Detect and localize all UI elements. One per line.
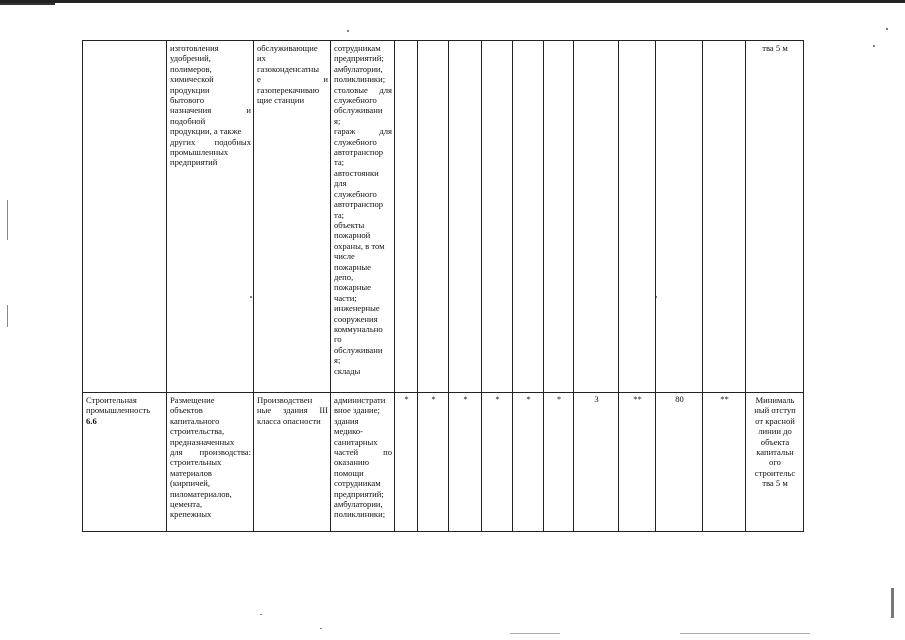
scan-bottom-noise: [510, 633, 560, 634]
row1-param-cell: [544, 41, 574, 393]
scan-top-border-fragment: [0, 3, 55, 5]
scan-bottom-noise: [680, 633, 810, 634]
row1-param-cell: [619, 41, 656, 393]
row2-description-cell: Размещение объектов капитального строительства, предназначенных для производства: строительных материалов (кирпичей, пиломатериалов, цемента, крепежных: [167, 393, 254, 532]
scan-speck: [347, 30, 349, 32]
row1-param-cell: [574, 41, 619, 393]
row2-param-value: *: [418, 393, 449, 532]
row2-main-use-cell: Производствен ные здания III класса опасности: [254, 393, 331, 532]
row1-param-cell: [395, 41, 418, 393]
row2-param-value: 3: [574, 393, 619, 532]
row2-param-value: *: [395, 393, 418, 532]
scan-edge-noise: [891, 588, 894, 618]
row2-auxiliary-use-cell: администрати вное здание; здания медико- санитарных частей по оказанию помощи сотрудникам предприятий; амбулатории, поликлиники;: [331, 393, 395, 532]
scan-speck: [886, 28, 888, 30]
table-row: [83, 41, 804, 393]
row1-notes-cell: тва 5 м: [746, 41, 804, 393]
row2-param-value: *: [544, 393, 574, 532]
scan-speck: [320, 628, 322, 629]
row1-description-cell: изготовления удобрений, полимеров, химической продукции бытового назначения и подобной продукции, а также других подобных промышленных предприятий: [167, 41, 254, 393]
row1-param-cell: [418, 41, 449, 393]
row2-param-value: *: [482, 393, 513, 532]
row2-type-cell: Строительная промышленность 6.6: [83, 393, 167, 532]
scan-speck: [873, 45, 875, 47]
row1-main-use-cell: обслуживающие их газоконденсатны е и газоперекачиваю щие станции: [254, 41, 331, 393]
row2-notes-cell: Минималь ный отступ от красной линии до объекта капитальн ого строительс тва 5 м: [746, 393, 804, 532]
scan-speck: [260, 614, 262, 615]
row1-param-cell: [482, 41, 513, 393]
row2-param-value: *: [513, 393, 544, 532]
scan-margin-mark: [7, 200, 8, 240]
row1-param-cell: [513, 41, 544, 393]
land-use-table: [82, 40, 804, 532]
row2-param-value: 80: [656, 393, 703, 532]
scan-top-border: [0, 0, 905, 3]
row2-param-value: **: [703, 393, 746, 532]
row1-auxiliary-use-cell: сотрудникам предприятий; амбулатории, поликлиники; столовые для служебного обслуживани я; гараж для служебного автотранспор та; автостоянки для служебного автотранспор та; объекты пожарной охраны, в том числе пожарные депо, пожарные части; инженерные сооружения коммунально го обслуживани я; склады: [331, 41, 395, 393]
table-row: [83, 393, 804, 532]
row1-param-cell: [449, 41, 482, 393]
row2-param-value: *: [449, 393, 482, 532]
scan-margin-mark: [7, 305, 8, 327]
row1-param-cell: [656, 41, 703, 393]
row1-type-cell: [83, 41, 167, 393]
row1-param-cell: [703, 41, 746, 393]
row2-param-value: **: [619, 393, 656, 532]
